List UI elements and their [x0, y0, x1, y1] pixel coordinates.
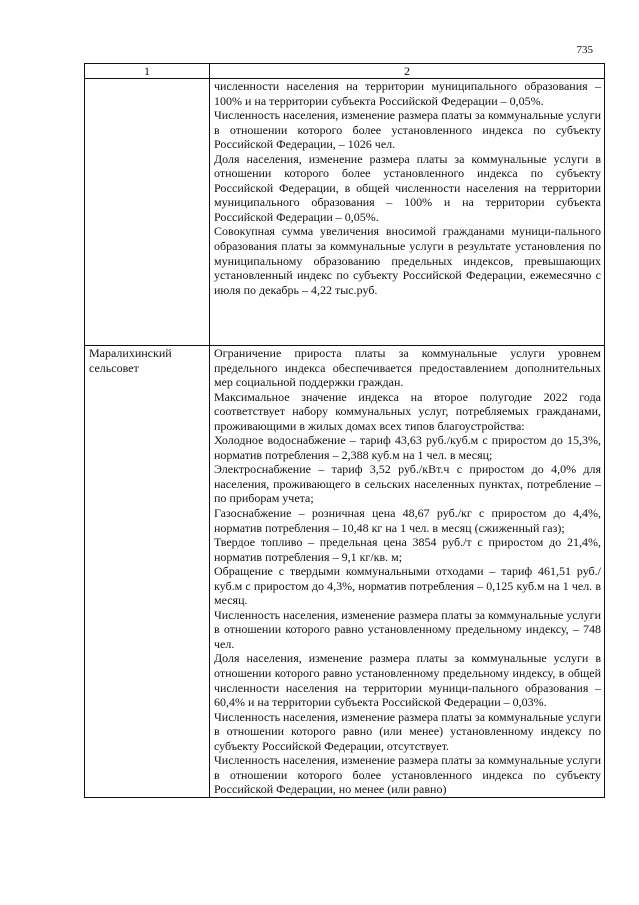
- column-number-2: 2: [210, 64, 605, 79]
- paragraph: Численность населения, изменение размера платы за коммунальные услуги в отношении которого равно установленному предельному индексу, – 748 чел.: [214, 607, 602, 651]
- column-number-1: 1: [85, 64, 210, 79]
- paragraph: Обращение с твердыми коммунальными отходами – тариф 461,51 руб./куб.м с приростом до 4,3%, норматив потребления – 0,125 куб.м на 1 чел. в месяц.: [214, 564, 601, 608]
- table-row-continued: [85, 79, 605, 346]
- paragraph: Ограничение прироста платы за коммунальные услуги уровнем предельного индекса обеспечивается предоставлением дополнительных мер социальной поддержки граждан.: [214, 346, 601, 390]
- paragraph: Численность населения, изменение размера платы за коммунальные услуги в отношении которого более установленного индекса по субъекту Российской Федерации, – 1026 чел.: [214, 108, 602, 152]
- paragraph: Численность населения, изменение размера платы за коммунальные услуги в отношении которого более установленного индекса по субъекту Российской Федерации, но менее (или равно): [214, 753, 602, 797]
- description-cell: [210, 346, 605, 798]
- region-cell: [85, 346, 210, 798]
- table-row-maralikha: [85, 346, 605, 798]
- table-header-row: [85, 64, 605, 79]
- paragraph: Твердое топливо – предельная цена 3854 руб./т с приростом до 21,4%, норматив потребления – 9,1 кг/кв. м;: [214, 535, 601, 564]
- paragraph: Доля населения, изменение размера платы за коммунальные услуги в отношении которого равно установленному предельному индексу, в общей численности населения на территории муници-пального образования – 60,4% и на территории субъекта Российской Федерации – 0,03%.: [214, 651, 601, 710]
- paragraph: Доля населения, изменение размера платы за коммунальные услуги в отношении которого более установленного индекса по субъекту Российской Федерации, в общей численности населения на территории муниципального образования – 100% и на территории субъекта Российской Федерации – 0,05%.: [214, 151, 601, 224]
- paragraph: Холодное водоснабжение – тариф 43,63 руб./куб.м с приростом до 15,3%, норматив потребления – 2,388 куб.м на 1 чел. в месяц;: [214, 433, 601, 462]
- region-name: Маралихинский сельсовет: [89, 346, 172, 375]
- paragraph: Численность населения, изменение размера платы за коммунальные услуги в отношении которого равно (или менее) установленному индексу по субъекту Российской Федерации, отсутствует.: [214, 709, 602, 753]
- paragraph: Газоснабжение – розничная цена 48,67 руб./кг с приростом до 4,4%, норматив потребления – 10,48 кг на 1 чел. в месяц (сжиженный газ);: [214, 506, 601, 535]
- description-cell: [210, 79, 605, 346]
- document-table: [84, 63, 605, 798]
- page-number: 735: [576, 44, 593, 56]
- paragraph: численности населения на территории муниципального образования – 100% и на территории субъекта Российской Федерации – 0,05%.: [214, 79, 601, 108]
- paragraph: Электроснабжение – тариф 3,52 руб./кВт.ч с приростом до 4,0% для населения, проживающего в сельских населенных пунктах, потребление – по приборам учета;: [214, 462, 601, 506]
- paragraph: Совокупная сумма увеличения вносимой гражданами муници-пального образования платы за коммунальные услуги в результате установления по муниципальному образованию предельных индексов, превышающих установленный индекс по субъекту Российской Федерации, ежемесячно с июля по декабрь – 4,22 тыс.руб.: [214, 224, 601, 297]
- region-cell-empty: [85, 79, 210, 346]
- paragraph: Максимальное значение индекса на второе полугодие 2022 года соответствует набору коммунальных услуг, потребляемых гражданами, проживающими в жилых домах всех типов благоустройства:: [214, 389, 601, 433]
